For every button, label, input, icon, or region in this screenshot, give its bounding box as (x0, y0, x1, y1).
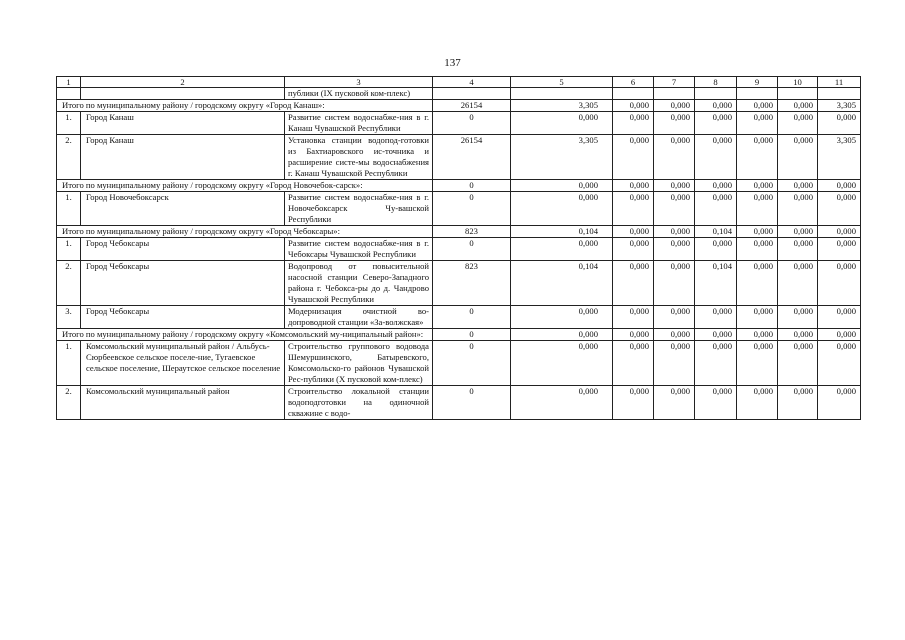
project-cell: Водопровод от повысительной насосной станции Северо-Западного района г. Чебокса-ры до д. Чандрово Чувашской Республики (285, 261, 433, 306)
value-cell (818, 88, 861, 100)
value-cell: 0,000 (613, 261, 654, 306)
value-cell: 0,000 (511, 306, 613, 329)
value-cell: 0,000 (695, 192, 737, 226)
value-cell (511, 88, 613, 100)
row-index: 2. (57, 135, 81, 180)
value-cell: 0,000 (695, 238, 737, 261)
value-cell: 0,000 (778, 306, 818, 329)
value-cell: 0,000 (818, 306, 861, 329)
value-cell: 0,000 (613, 238, 654, 261)
value-cell: 0,000 (737, 341, 778, 386)
value-cell: 0,000 (778, 100, 818, 112)
value-cell: 0,000 (511, 192, 613, 226)
value-cell: 0,000 (613, 192, 654, 226)
row-index: 1. (57, 341, 81, 386)
project-cell: публики (IX пусковой ком-плекс) (285, 88, 433, 100)
value-cell: 0,000 (737, 180, 778, 192)
value-cell: 0,000 (737, 306, 778, 329)
value-cell: 0,000 (818, 238, 861, 261)
value-cell: 0 (433, 192, 511, 226)
value-cell: 0,000 (737, 238, 778, 261)
value-cell: 0,000 (613, 329, 654, 341)
value-cell: 0,104 (511, 261, 613, 306)
column-header: 9 (737, 77, 778, 88)
value-cell: 0,000 (613, 100, 654, 112)
value-cell: 0,104 (511, 226, 613, 238)
value-cell: 0,000 (778, 135, 818, 180)
value-cell: 3,305 (818, 100, 861, 112)
row-index: 1. (57, 238, 81, 261)
municipality-cell: Город Канаш (81, 112, 285, 135)
value-cell: 0,000 (778, 192, 818, 226)
value-cell: 0,000 (511, 341, 613, 386)
project-cell: Развитие систем водоснабже-ния в г. Чебоксары Чувашской Республики (285, 238, 433, 261)
project-cell: Строительство локальной станции водоподготовки на одиночной скважине с водо- (285, 386, 433, 420)
value-cell: 0,000 (737, 261, 778, 306)
table-row (57, 386, 861, 420)
value-cell: 0,000 (737, 112, 778, 135)
row-index: 1. (57, 192, 81, 226)
table-row (57, 261, 861, 306)
value-cell (778, 88, 818, 100)
value-cell: 0,000 (654, 261, 695, 306)
project-cell: Развитие систем водоснабже-ния в г. Канаш Чувашской Республики (285, 112, 433, 135)
value-cell: 0 (433, 180, 511, 192)
column-header: 10 (778, 77, 818, 88)
value-cell: 0 (433, 386, 511, 420)
value-cell: 0,000 (695, 112, 737, 135)
value-cell: 0 (433, 238, 511, 261)
column-header: 8 (695, 77, 737, 88)
column-header: 3 (285, 77, 433, 88)
municipality-cell: Комсомольский муниципальный район (81, 386, 285, 420)
total-row (57, 329, 861, 341)
row-index (57, 88, 81, 100)
value-cell: 0,000 (613, 112, 654, 135)
total-label: Итого по муниципальному району / городскому округу «Город Новочебок-сарск»: (57, 180, 433, 192)
value-cell (695, 88, 737, 100)
value-cell: 0,000 (818, 226, 861, 238)
value-cell: 0,000 (695, 306, 737, 329)
project-cell: Модернизация очистной во-допроводной станции «За-волжская» (285, 306, 433, 329)
page-number: 137 (444, 57, 461, 69)
value-cell: 0,000 (613, 341, 654, 386)
value-cell: 0,000 (778, 180, 818, 192)
value-cell: 26154 (433, 100, 511, 112)
value-cell: 0,000 (778, 341, 818, 386)
value-cell: 0,000 (818, 261, 861, 306)
value-cell: 0,000 (613, 386, 654, 420)
value-cell: 0,000 (778, 226, 818, 238)
value-cell (737, 88, 778, 100)
total-label: Итого по муниципальному району / городскому округу «Город Чебоксары»: (57, 226, 433, 238)
value-cell: 0,000 (737, 192, 778, 226)
value-cell: 0,000 (654, 180, 695, 192)
value-cell: 0,000 (737, 329, 778, 341)
continuation-row (57, 88, 861, 100)
municipality-cell (81, 88, 285, 100)
value-cell: 0,000 (511, 112, 613, 135)
value-cell: 0,000 (654, 135, 695, 180)
water-supply-table (56, 76, 861, 420)
value-cell: 0,000 (737, 386, 778, 420)
value-cell: 0,000 (778, 329, 818, 341)
value-cell: 0,000 (818, 386, 861, 420)
value-cell: 0,000 (654, 386, 695, 420)
value-cell (433, 88, 511, 100)
value-cell: 823 (433, 261, 511, 306)
value-cell: 0,000 (695, 135, 737, 180)
value-cell: 0,000 (737, 135, 778, 180)
project-cell: Установка станции водопод-готовки из Бахтиаровского ис-точника и расширение систе-мы водоснабжения г. Канаш Чувашской Республики (285, 135, 433, 180)
table-row (57, 112, 861, 135)
column-header: 4 (433, 77, 511, 88)
value-cell (613, 88, 654, 100)
value-cell: 0,000 (654, 306, 695, 329)
column-header: 5 (511, 77, 613, 88)
value-cell: 823 (433, 226, 511, 238)
value-cell: 0,000 (737, 226, 778, 238)
value-cell: 0,000 (778, 112, 818, 135)
header-row (57, 77, 861, 88)
value-cell: 0,000 (737, 100, 778, 112)
value-cell: 0,104 (695, 261, 737, 306)
municipality-cell: Город Чебоксары (81, 238, 285, 261)
total-row (57, 226, 861, 238)
row-index: 2. (57, 261, 81, 306)
value-cell: 0,000 (654, 341, 695, 386)
column-header: 7 (654, 77, 695, 88)
value-cell: 3,305 (511, 100, 613, 112)
value-cell: 0,000 (778, 238, 818, 261)
column-header: 6 (613, 77, 654, 88)
column-header: 11 (818, 77, 861, 88)
value-cell: 0,000 (511, 238, 613, 261)
municipality-cell: Город Чебоксары (81, 261, 285, 306)
value-cell: 0,000 (613, 180, 654, 192)
value-cell: 0,000 (818, 192, 861, 226)
value-cell: 0,000 (654, 192, 695, 226)
total-row (57, 100, 861, 112)
value-cell: 0,000 (818, 329, 861, 341)
value-cell: 0 (433, 329, 511, 341)
row-index: 3. (57, 306, 81, 329)
value-cell: 0,000 (818, 112, 861, 135)
value-cell: 0,000 (778, 386, 818, 420)
value-cell: 3,305 (818, 135, 861, 180)
value-cell: 0 (433, 306, 511, 329)
table-row (57, 192, 861, 226)
table-row (57, 238, 861, 261)
value-cell: 0,000 (511, 386, 613, 420)
value-cell: 0,000 (695, 329, 737, 341)
table-row (57, 306, 861, 329)
value-cell: 0,000 (613, 135, 654, 180)
value-cell: 0,000 (654, 238, 695, 261)
municipality-cell: Город Новочебоксарск (81, 192, 285, 226)
value-cell: 0,000 (613, 306, 654, 329)
total-row (57, 180, 861, 192)
value-cell: 26154 (433, 135, 511, 180)
value-cell: 0,000 (818, 341, 861, 386)
value-cell: 0,000 (654, 329, 695, 341)
municipality-cell: Город Канаш (81, 135, 285, 180)
value-cell: 0,000 (695, 386, 737, 420)
project-cell: Строительство группового водовода Шемуршинского, Батыревского, Комсомольско-го районов Чувашской Рес-публики (X пусковой ком-плекс) (285, 341, 433, 386)
value-cell: 0,000 (654, 100, 695, 112)
value-cell: 0,000 (818, 180, 861, 192)
value-cell: 3,305 (511, 135, 613, 180)
value-cell: 0,000 (695, 180, 737, 192)
project-cell: Развитие систем водоснабже-ния в г. Новочебоксарск Чу-вашской Республики (285, 192, 433, 226)
value-cell: 0,000 (613, 226, 654, 238)
value-cell: 0,000 (695, 341, 737, 386)
row-index: 1. (57, 112, 81, 135)
value-cell: 0 (433, 112, 511, 135)
value-cell: 0,000 (778, 261, 818, 306)
table-row (57, 135, 861, 180)
value-cell: 0,000 (654, 226, 695, 238)
row-index: 2. (57, 386, 81, 420)
value-cell: 0,000 (511, 180, 613, 192)
municipality-cell: Комсомольский муниципальный район / Альбусь-Сюрбеевское сельское поселе-ние, Тугаевское сельское поселение, Шераутское сельское поселение (81, 341, 285, 386)
value-cell: 0 (433, 341, 511, 386)
value-cell (654, 88, 695, 100)
value-cell: 0,000 (654, 112, 695, 135)
value-cell: 0,000 (511, 329, 613, 341)
total-label: Итого по муниципальному району / городскому округу «Комсомольский му-ниципальный район»: (57, 329, 433, 341)
column-header: 1 (57, 77, 81, 88)
municipality-cell: Город Чебоксары (81, 306, 285, 329)
table-row (57, 341, 861, 386)
value-cell: 0,000 (695, 100, 737, 112)
value-cell: 0,104 (695, 226, 737, 238)
total-label: Итого по муниципальному району / городскому округу «Город Канаш»: (57, 100, 433, 112)
column-header: 2 (81, 77, 285, 88)
